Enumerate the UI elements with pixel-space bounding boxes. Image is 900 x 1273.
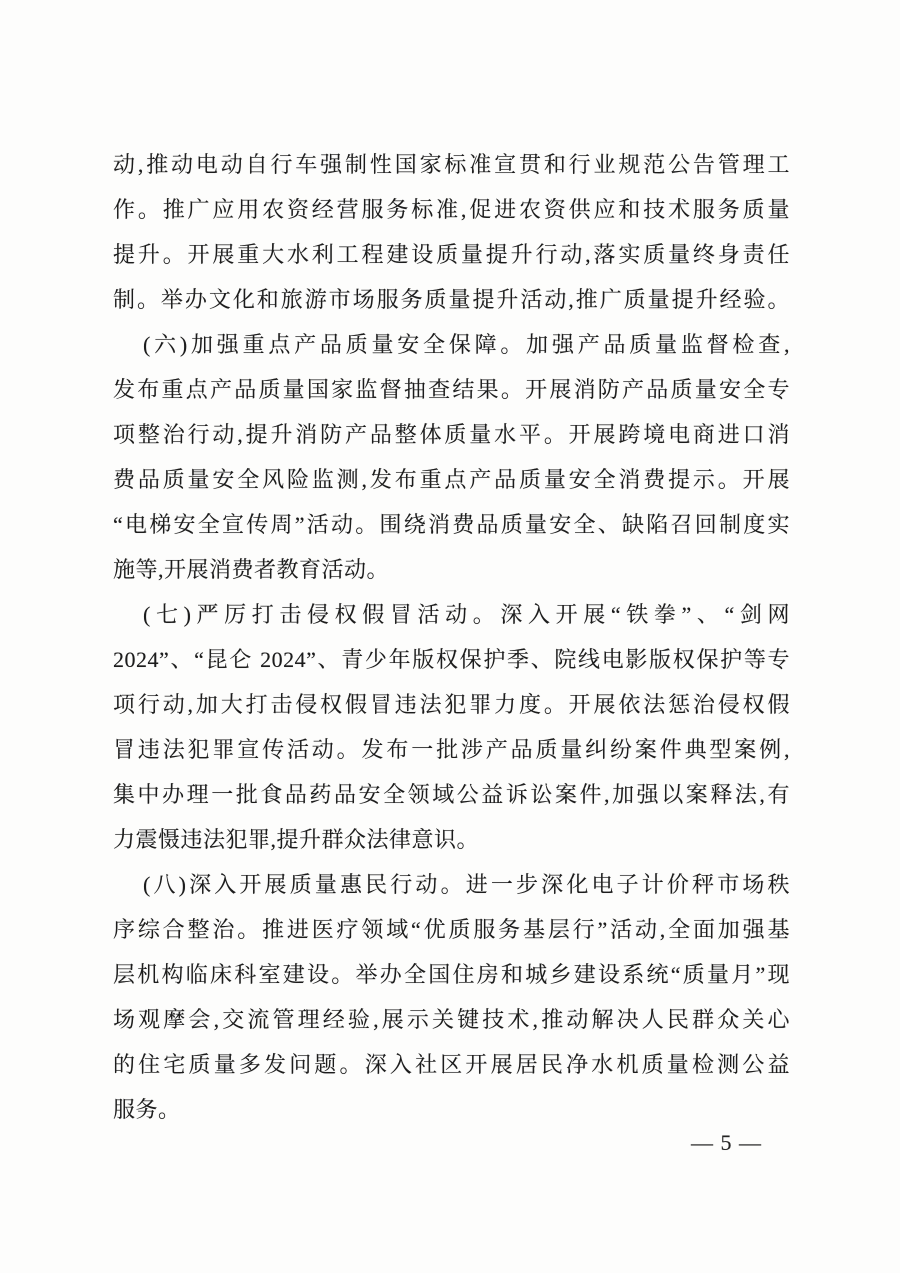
page-number: — 5 — bbox=[691, 1130, 762, 1155]
text-line: 的住宅质量多发问题。深入社区开展居民净水机质量检测公益 bbox=[113, 1052, 790, 1077]
document-body bbox=[113, 142, 790, 1132]
text-line: 提升。开展重大水利工程建设质量提升行动,落实质量终身责任 bbox=[113, 242, 790, 267]
page-footer bbox=[691, 1128, 762, 1158]
text-line: 作。推广应用农资经营服务标准,促进农资供应和技术服务质量 bbox=[113, 197, 790, 222]
text-line: (八)深入开展质量惠民行动。进一步深化电子计价秤市场秩 bbox=[143, 872, 790, 897]
text-line: 制。举办文化和旅游市场服务质量提升活动,推广质量提升经验。 bbox=[113, 287, 790, 312]
text-line: 集中办理一批食品药品安全领域公益诉讼案件,加强以案释法,有 bbox=[113, 782, 790, 807]
text-line: 服务。 bbox=[113, 1097, 181, 1122]
text-line: (六)加强重点产品质量安全保障。加强产品质量监督检查, bbox=[143, 332, 790, 357]
text-line: 施等,开展消费者教育活动。 bbox=[113, 557, 390, 582]
text-line: 冒违法犯罪宣传活动。发布一批涉产品质量纠纷案件典型案例, bbox=[113, 737, 790, 762]
paragraph-item-6 bbox=[113, 322, 790, 592]
paragraph-continuation bbox=[113, 142, 790, 322]
paragraph-item-7 bbox=[113, 592, 790, 862]
text-line: “电梯安全宣传周”活动。围绕消费品质量安全、缺陷召回制度实 bbox=[113, 512, 790, 537]
text-line: 场观摩会,交流管理经验,展示关键技术,推动解决人民群众关心 bbox=[113, 1007, 790, 1032]
text-line: 项整治行动,提升消防产品整体质量水平。开展跨境电商进口消 bbox=[113, 422, 790, 447]
text-line: 费品质量安全风险监测,发布重点产品质量安全消费提示。开展 bbox=[113, 467, 790, 492]
text-line: 序综合整治。推进医疗领域“优质服务基层行”活动,全面加强基 bbox=[113, 917, 790, 942]
text-line: 发布重点产品质量国家监督抽查结果。开展消防产品质量安全专 bbox=[113, 377, 790, 402]
text-line: 动,推动电动自行车强制性国家标准宣贯和行业规范公告管理工 bbox=[113, 152, 790, 177]
text-line: 项行动,加大打击侵权假冒违法犯罪力度。开展依法惩治侵权假 bbox=[113, 692, 790, 717]
text-line: 2024”、“昆仑 2024”、青少年版权保护季、院线电影版权保护等专 bbox=[113, 647, 790, 672]
text-line: 层机构临床科室建设。举办全国住房和城乡建设系统“质量月”现 bbox=[113, 962, 790, 987]
paragraph-item-8 bbox=[113, 862, 790, 1132]
text-line: 力震慑违法犯罪,提升群众法律意识。 bbox=[113, 827, 480, 852]
text-line: (七)严厉打击侵权假冒活动。深入开展“铁拳”、“剑网 bbox=[143, 602, 790, 627]
